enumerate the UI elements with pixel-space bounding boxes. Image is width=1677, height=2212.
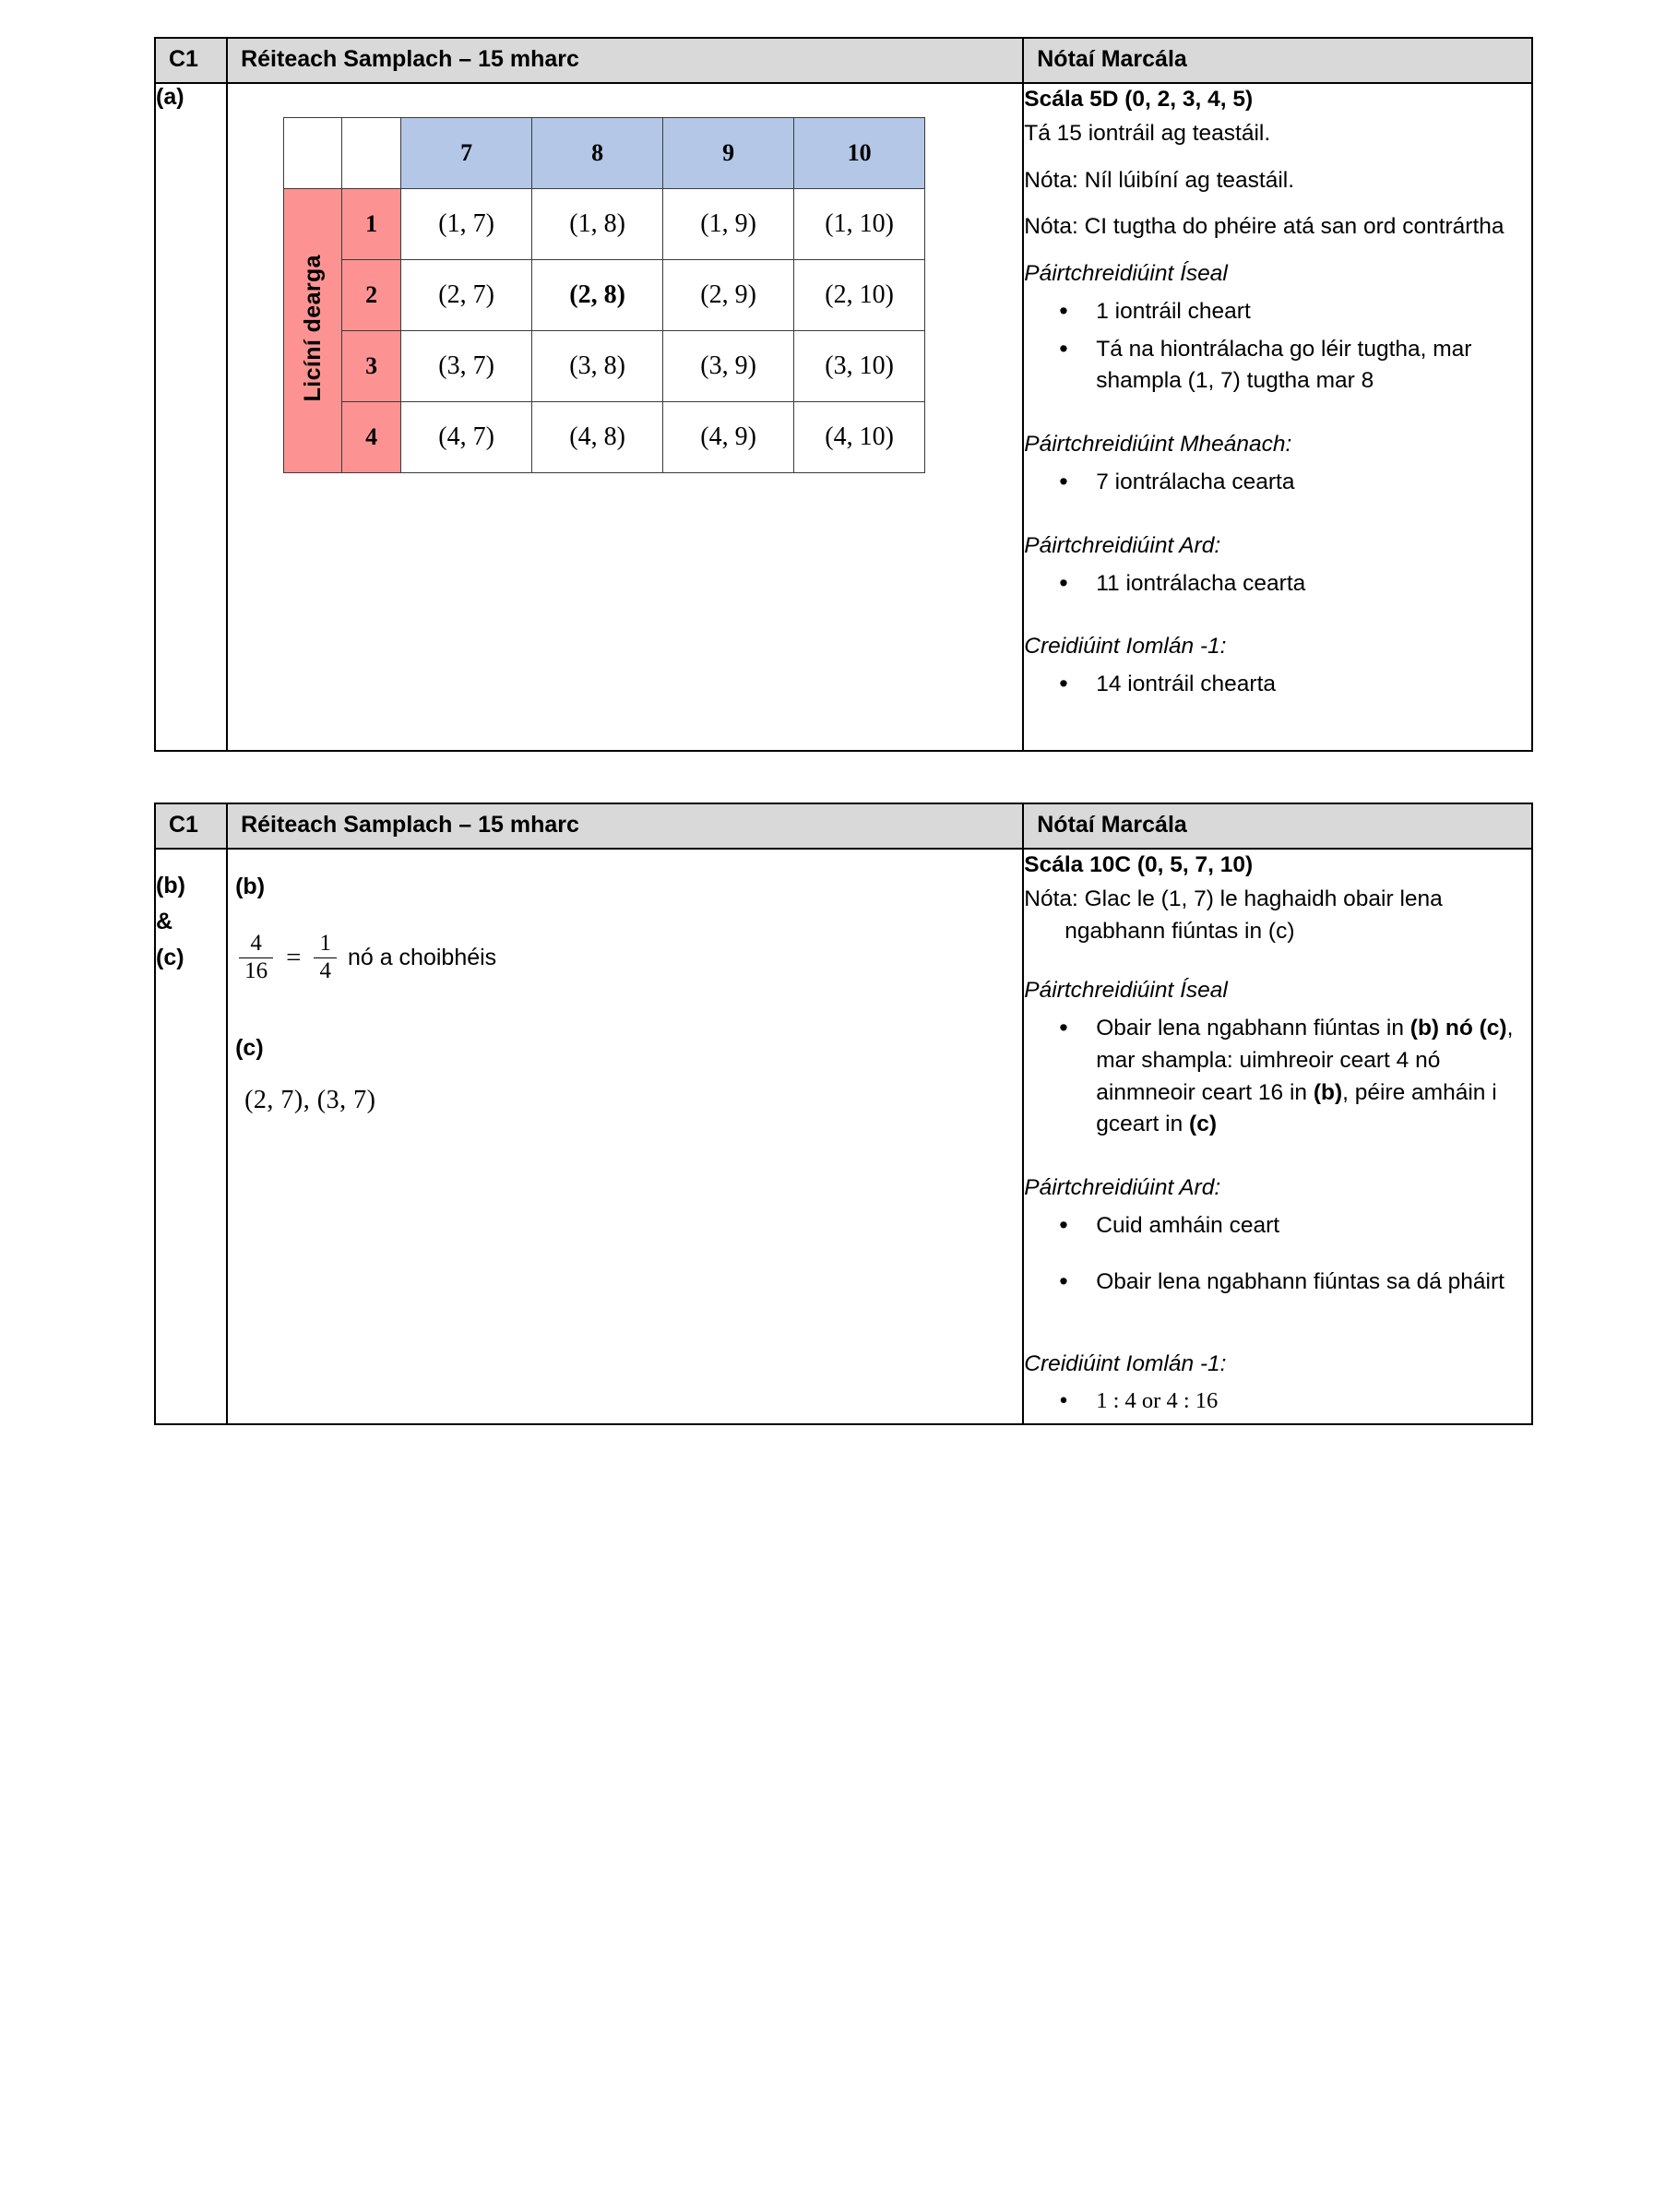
block-a-code-header: C1 — [155, 38, 227, 83]
low-credit-text-part-2: , mar shampla: uimhreoir ceart 4 nó ainmneoir ceart 16 in — [1096, 1016, 1514, 1105]
mid-credit-item-a-0: • 7 iontrálacha cearta — [1096, 467, 1531, 499]
block-a-notes-cell — [1023, 83, 1532, 751]
low-credit-item-bc-0 — [1096, 1013, 1531, 1141]
low-credit-bold-2: (b) — [1313, 1079, 1343, 1105]
grid-cell-2-2: (3, 9) — [663, 331, 794, 402]
grid-row-header-2: 3 — [342, 331, 401, 402]
grid-row-header-1: 2 — [342, 260, 401, 331]
work-bc-gap — [228, 983, 1022, 1011]
notes-gap-bc-0 — [1024, 962, 1531, 975]
grid-corner-blank-1 — [284, 118, 342, 189]
low-credit-bold-3: (c) — [1189, 1112, 1217, 1137]
notes-gap-a-3 — [1024, 605, 1531, 631]
part-label-b: (b) — [156, 873, 185, 898]
grid-cell-1-0: (2, 7) — [401, 260, 532, 331]
high-credit-item-bc-1: • Obair lena ngabhann fiúntas sa dá pháirt — [1096, 1267, 1531, 1299]
work-c-pairs: (2, 7), (3, 7) — [244, 1086, 376, 1114]
grid-cell-3-0: (4, 7) — [401, 402, 532, 473]
fraction-four-sixteenths — [239, 932, 273, 983]
part-label-a: (a) — [155, 83, 227, 751]
high-credit-title-a: Páirtchreidiúint Ard: — [1024, 532, 1221, 558]
part-label-c: (c) — [156, 944, 184, 970]
grid-cell-1-1: (2, 8) — [532, 260, 663, 331]
block-a-body-row — [155, 83, 1532, 751]
grid-header-row — [284, 118, 925, 189]
block-a-solution-header: Réiteach Samplach – 15 mharc — [227, 38, 1023, 83]
block-bc-header-row — [155, 803, 1532, 849]
grid-cell-1-2: (2, 9) — [663, 260, 794, 331]
mid-credit-list-a — [1024, 467, 1531, 499]
grid-row-1 — [284, 189, 925, 260]
notes-gap-bc-1 — [1024, 1147, 1531, 1172]
full-credit-list-a — [1024, 669, 1531, 701]
grid-row-4 — [284, 402, 925, 473]
low-credit-item-a-1: • Tá na hiontrálacha go léir tugtha, mar shampla (1, 7) tugtha mar 8 — [1096, 334, 1531, 398]
marking-block-a — [154, 37, 1533, 752]
grid-cell-0-3: (1, 10) — [794, 189, 925, 260]
high-credit-title-bc: Páirtchreidiúint Ard: — [1024, 1175, 1221, 1201]
fraction-left-denominator: 16 — [239, 957, 273, 984]
work-c-label: (c) — [235, 1035, 264, 1061]
notes-gap-a-2 — [1024, 505, 1531, 530]
grid-cell-0-2: (1, 9) — [663, 189, 794, 260]
fraction-right-numerator: 1 — [319, 931, 331, 956]
block-bc-code-header: C1 — [155, 803, 227, 849]
grid-row-2 — [284, 260, 925, 331]
mid-credit-title-a: Páirtchreidiúint Mheánach: — [1024, 432, 1292, 458]
low-credit-text-part-1: Obair lena ngabhann fiúntas in — [1096, 1016, 1410, 1041]
grid-cell-3-2: (4, 9) — [663, 402, 794, 473]
grid-col-header-3: 10 — [794, 118, 925, 189]
grid-row-header-3: 4 — [342, 402, 401, 473]
grid-row-header-0: 1 — [342, 189, 401, 260]
note-scale-a: Scála 5D (0, 2, 3, 4, 5) — [1024, 87, 1254, 112]
block-a-header-row — [155, 38, 1532, 83]
grid-row-3 — [284, 331, 925, 402]
low-credit-title-bc: Páirtchreidiúint Íseal — [1024, 978, 1228, 1004]
block-bc-body-row — [155, 849, 1532, 1424]
grid-cell-0-0: (1, 7) — [401, 189, 532, 260]
grid-cell-2-1: (3, 8) — [532, 331, 663, 402]
grid-corner-blank-2 — [342, 118, 401, 189]
full-credit-title-a: Creidiúint Iomlán -1: — [1024, 634, 1227, 660]
sample-space-grid-wrapper — [228, 84, 1022, 473]
low-credit-title-a: Páirtchreidiúint Íseal — [1024, 261, 1228, 287]
high-credit-list-bc — [1024, 1210, 1531, 1299]
note-reverse-order-a: Nóta: CI tugtha do phéire atá san ord contrártha — [1024, 214, 1505, 240]
block-bc-notes-header: Nótaí Marcála — [1023, 803, 1532, 849]
low-credit-bold-1: (b) nó (c) — [1409, 1016, 1507, 1041]
sample-space-grid — [283, 117, 925, 473]
grid-cell-3-3: (4, 10) — [794, 402, 925, 473]
block-a-working-cell — [227, 83, 1023, 751]
part-label-bc-topspace — [156, 850, 226, 868]
block-bc-working-spacer — [228, 1115, 1022, 1392]
block-a-working-spacer — [228, 473, 1022, 750]
marking-block-bc — [154, 803, 1533, 1425]
block-a-notes-header: Nótaí Marcála — [1023, 38, 1532, 83]
part-label-bc — [155, 849, 227, 1424]
fraction-left-numerator: 4 — [250, 931, 262, 956]
high-credit-item-bc-0: • Cuid amháin ceart — [1096, 1210, 1531, 1243]
notes-gap-a-1 — [1024, 403, 1531, 429]
low-credit-text-part-3: , péire amháin i gceart in — [1096, 1079, 1497, 1137]
note-brackets-a: Nóta: Níl lúibíní ag teastáil. — [1024, 167, 1295, 193]
note-scale-bc: Scála 10C (0, 5, 7, 10) — [1024, 852, 1254, 877]
grid-cell-0-1: (1, 8) — [532, 189, 663, 260]
work-b-equation — [235, 932, 1022, 983]
block-bc-solution-header: Réiteach Samplach – 15 mharc — [227, 803, 1023, 849]
note-entries-required-a: Tá 15 iontráil ag teastáil. — [1024, 120, 1271, 146]
high-credit-item-a-0: • 11 iontrálacha cearta — [1096, 568, 1531, 601]
low-credit-list-bc — [1024, 1013, 1531, 1141]
note-accept-pair-bc: Nóta: Glac le (1, 7) le haghaidh obair lena ngabhann fiúntas in (c) — [1024, 886, 1443, 944]
block-bc-working-cell — [227, 849, 1023, 1424]
grid-col-header-1: 8 — [532, 118, 663, 189]
notes-gap-bc-2 — [1024, 1323, 1531, 1349]
fraction-tail-text: nó a choibhéis — [347, 944, 497, 970]
low-credit-list-a — [1024, 296, 1531, 398]
grid-cell-2-0: (3, 7) — [401, 331, 532, 402]
fraction-right-denominator: 4 — [314, 957, 337, 984]
grid-row-axis-label — [284, 189, 342, 473]
grid-col-header-0: 7 — [401, 118, 532, 189]
full-credit-title-bc: Creidiúint Iomlán -1: — [1024, 1350, 1227, 1376]
block-bc-notes-cell — [1023, 849, 1532, 1424]
grid-col-header-2: 9 — [663, 118, 794, 189]
part-label-amp: & — [156, 908, 173, 934]
equals-sign: = — [286, 942, 302, 972]
grid-row-axis-label-text: Licíní dearga — [299, 255, 326, 402]
grid-cell-2-3: (3, 10) — [794, 331, 925, 402]
fraction-one-quarter — [314, 932, 337, 983]
grid-cell-3-1: (4, 8) — [532, 402, 663, 473]
work-b-label: (b) — [235, 874, 266, 899]
high-credit-list-a — [1024, 568, 1531, 601]
full-credit-item-a-0: • 14 iontráil chearta — [1096, 669, 1531, 701]
full-credit-item-bc-0: • 1 : 4 or 4 : 16 — [1096, 1385, 1531, 1418]
grid-cell-1-3: (2, 10) — [794, 260, 925, 331]
full-credit-list-bc — [1024, 1385, 1531, 1418]
low-credit-item-a-0: • 1 iontráil cheart — [1096, 296, 1531, 328]
